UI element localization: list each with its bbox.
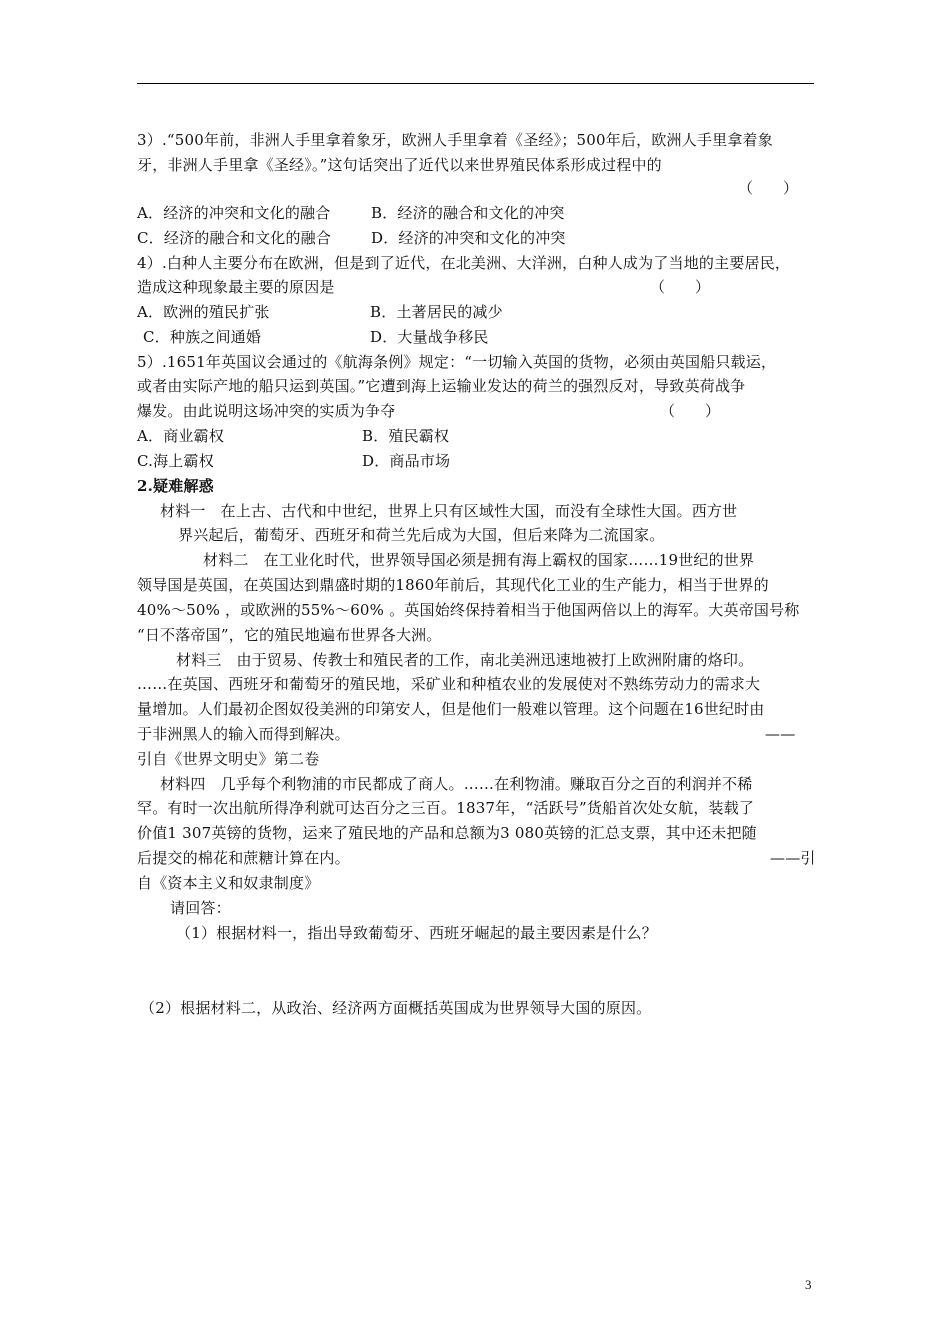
question-2: （2）根据材料二，从政治、经济两方面概括英国成为世界领导大国的原因。	[140, 999, 652, 1017]
material1-line2: 界兴起后，葡萄牙、西班牙和荷兰先后成为大国，但后来降为二流国家。	[178, 526, 665, 544]
q4-text-line1: 4）.白种人主要分布在欧洲，但是到了近代，在北美洲、大洋洲，白种人成为了当地的主要居民，	[137, 254, 791, 272]
q5-text-line3: 爆发。由此说明这场冲突的实质为争夺	[137, 402, 396, 420]
material3-line4: 于非洲黑人的输入而得到解决。	[137, 725, 350, 743]
answer-prompt: 请回答：	[170, 899, 231, 917]
material1-line1: 材料一 在上古、古代和中世纪，世界上只有区域性大国，而没有全球性大国。西方世	[160, 502, 738, 520]
q3-text-line2: 牙，非洲人手里拿《圣经》。”这句话突出了近代以来世界殖民体系形成过程中的	[137, 156, 662, 174]
q4-option-a: A．欧洲的殖民扩张	[137, 303, 270, 321]
material2-line2: 领导国是英国，在英国达到鼎盛时期的1860年前后，其现代化工业的生产能力，相当于世界的	[137, 576, 769, 594]
q5-text-line2: 或者由实际产地的船只运到英国。”它遭到海上运输业发达的荷兰的强烈反对，导致英荷战争	[137, 377, 746, 395]
material4-line2: 罕。有时一次出航所得净利就可达百分之三百。1837年，“活跃号”货船首次处女航，装载了	[137, 799, 755, 817]
material4-line1: 材料四 几乎每个利物浦的市民都成了商人。……在利物浦。赚取百分之百的利润并不稀	[160, 775, 753, 793]
q3-text-line1: 3）.“500年前，非洲人手里拿着象牙，欧洲人手里拿着《圣经》；500年后，欧洲人手里拿着象	[137, 131, 773, 149]
q4-text-line2: 造成这种现象最主要的原因是	[137, 278, 335, 296]
q3-option-a: A．经济的冲突和文化的融合	[137, 204, 331, 222]
q5-option-d: D．商品市场	[362, 452, 451, 470]
q3-option-b: B．经济的融合和文化的冲突	[371, 204, 565, 222]
q5-answer-paren: （ ）	[660, 402, 721, 420]
q5-option-b: B．殖民霸权	[362, 427, 450, 445]
q4-answer-paren: （ ）	[650, 278, 711, 296]
material2-line1: 材料二 在工业化时代，世界领导国必须是拥有海上霸权的国家……19世纪的世界	[203, 551, 755, 569]
q3-option-c: C．经济的融合和文化的融合	[137, 229, 332, 247]
page-number: 3	[805, 1277, 812, 1292]
q3-answer-paren: （ ）	[738, 179, 799, 197]
material3-line3: 量增加。人们最初企图奴役美洲的印第安人，但是他们一般难以管理。这个问题在16世纪时由	[137, 700, 765, 718]
q4-option-d: D．大量战争移民	[370, 328, 489, 346]
q5-option-a: A．商业霸权	[137, 427, 225, 445]
material2-line4: “日不落帝国”，它的殖民地遍布世界各大洲。	[137, 626, 442, 644]
material4-dash: ——引	[770, 849, 816, 867]
q5-option-c: C.海上霸权	[137, 452, 214, 470]
material3-line2: ……在英国、西班牙和葡萄牙的殖民地，采矿业和种植农业的发展使对不熟练劳动力的需求大	[137, 675, 761, 693]
header-rule	[137, 83, 814, 84]
q4-option-c: C．种族之间通婚	[143, 328, 262, 346]
material4-line4: 后提交的棉花和蔗糖计算在内。	[137, 849, 350, 867]
question-1: （1）根据材料一，指出导致葡萄牙、西班牙崛起的最主要因素是什么？	[176, 924, 657, 942]
q5-text-line1: 5）.1651年英国议会通过的《航海条例》规定：“一切输入英国的货物，必须由英国船只载运，	[137, 353, 777, 371]
material4-line3: 价值1 307英镑的货物，运来了殖民地的产品和总额为3 080英镑的汇总支票，其中还未把随	[137, 824, 757, 842]
material3-line1: 材料三 由于贸易、传教士和殖民者的工作，南北美洲迅速地被打上欧洲附庸的烙印。	[176, 651, 754, 669]
q3-option-d: D．经济的冲突和文化的冲突	[371, 229, 566, 247]
material2-line3: 40%～50% ，或欧洲的55%～60% 。英国始终保持着相当于他国两倍以上的海军。大英帝国号称	[137, 601, 800, 619]
material3-dash: ——	[765, 725, 796, 743]
material3-source: 引自《世界文明史》第二卷	[137, 750, 320, 768]
section-heading: 2.疑难解惑	[137, 477, 214, 495]
material4-source: 自《资本主义和奴隶制度》	[137, 874, 320, 892]
q4-option-b: B．土著居民的减少	[370, 303, 503, 321]
